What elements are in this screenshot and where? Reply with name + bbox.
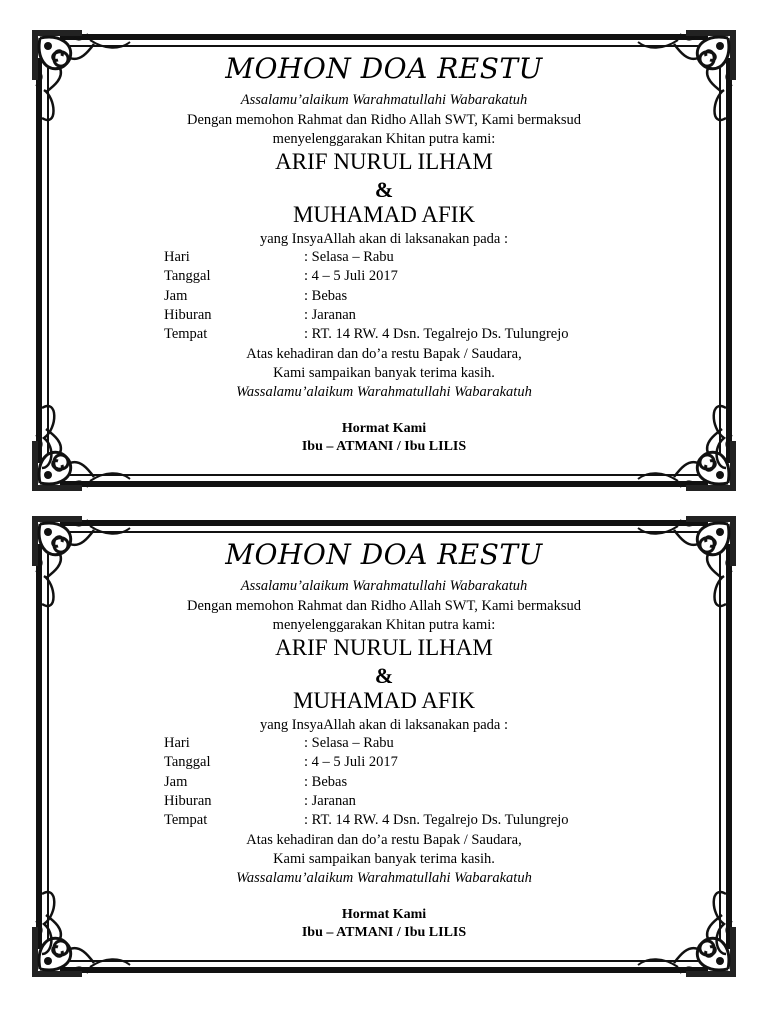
detail-label: Hiburan (164, 793, 212, 809)
closing-line-1: Atas kehadiran dan do’a restu Bapak / Saudara, (246, 832, 522, 848)
detail-value: : Jaranan (304, 793, 356, 809)
schedule-intro: yang InsyaAllah akan di laksanakan pada : (259, 717, 509, 733)
intro-line-2: menyelenggarakan Khitan putra kami: (272, 617, 496, 633)
ampersand: & (374, 177, 394, 202)
intro-line-1: Dengan memohon Rahmat dan Ridho Allah SWT, Kami bermaksud (187, 598, 581, 614)
detail-value: : Bebas (304, 288, 348, 304)
hormat-kami: Hormat Kami (341, 907, 427, 922)
detail-value: : RT. 14 RW. 4 Dsn. Tegalrejo Ds. Tulungrejo (304, 812, 569, 828)
hormat-kami: Hormat Kami (341, 421, 427, 436)
detail-label: Tanggal (164, 754, 211, 770)
card-title: MOHON DOA RESTU (225, 52, 543, 85)
invitation-card-2 (30, 514, 738, 979)
salam-greeting: Assalamu’alaikum Warahmatullahi Wabarakatuh (240, 578, 528, 594)
child-name-1: ARIF NURUL ILHAM (275, 635, 493, 660)
child-name-2: MUHAMAD AFIK (292, 688, 476, 713)
detail-value: : Selasa – Rabu (304, 735, 394, 751)
closing-line-1: Atas kehadiran dan do’a restu Bapak / Saudara, (246, 346, 522, 362)
detail-label: Tempat (164, 326, 208, 342)
child-name-2: MUHAMAD AFIK (292, 202, 476, 227)
detail-label: Hari (164, 735, 190, 751)
salam-greeting: Assalamu’alaikum Warahmatullahi Wabarakatuh (240, 92, 528, 108)
closing-line-2: Kami sampaikan banyak terima kasih. (273, 365, 495, 381)
detail-label: Hari (164, 249, 190, 265)
intro-line-1: Dengan memohon Rahmat dan Ridho Allah SWT, Kami bermaksud (187, 112, 581, 128)
detail-label: Tanggal (164, 268, 211, 284)
signature-names: Ibu – ATMANI / Ibu LILIS (301, 925, 467, 940)
intro-line-2: menyelenggarakan Khitan putra kami: (272, 131, 496, 147)
detail-label: Tempat (164, 812, 208, 828)
detail-value: : Bebas (304, 774, 348, 790)
detail-value: : RT. 14 RW. 4 Dsn. Tegalrejo Ds. Tulungrejo (304, 326, 569, 342)
signature-names: Ibu – ATMANI / Ibu LILIS (301, 439, 467, 454)
closing-line-2: Kami sampaikan banyak terima kasih. (273, 851, 495, 867)
invitation-card-1 (30, 28, 738, 493)
card-title: MOHON DOA RESTU (225, 538, 543, 571)
detail-value: : 4 – 5 Juli 2017 (304, 754, 398, 770)
detail-label: Jam (164, 774, 188, 790)
detail-label: Jam (164, 288, 188, 304)
detail-value: : Selasa – Rabu (304, 249, 394, 265)
child-name-1: ARIF NURUL ILHAM (275, 149, 493, 174)
detail-value: : Jaranan (304, 307, 356, 323)
wassalam-greeting: Wassalamu’alaikum Warahmatullahi Wabarakatuh (236, 870, 532, 886)
ampersand: & (374, 663, 394, 688)
schedule-intro: yang InsyaAllah akan di laksanakan pada : (259, 231, 509, 247)
detail-label: Hiburan (164, 307, 212, 323)
wassalam-greeting: Wassalamu’alaikum Warahmatullahi Wabarakatuh (236, 384, 532, 400)
detail-value: : 4 – 5 Juli 2017 (304, 268, 398, 284)
